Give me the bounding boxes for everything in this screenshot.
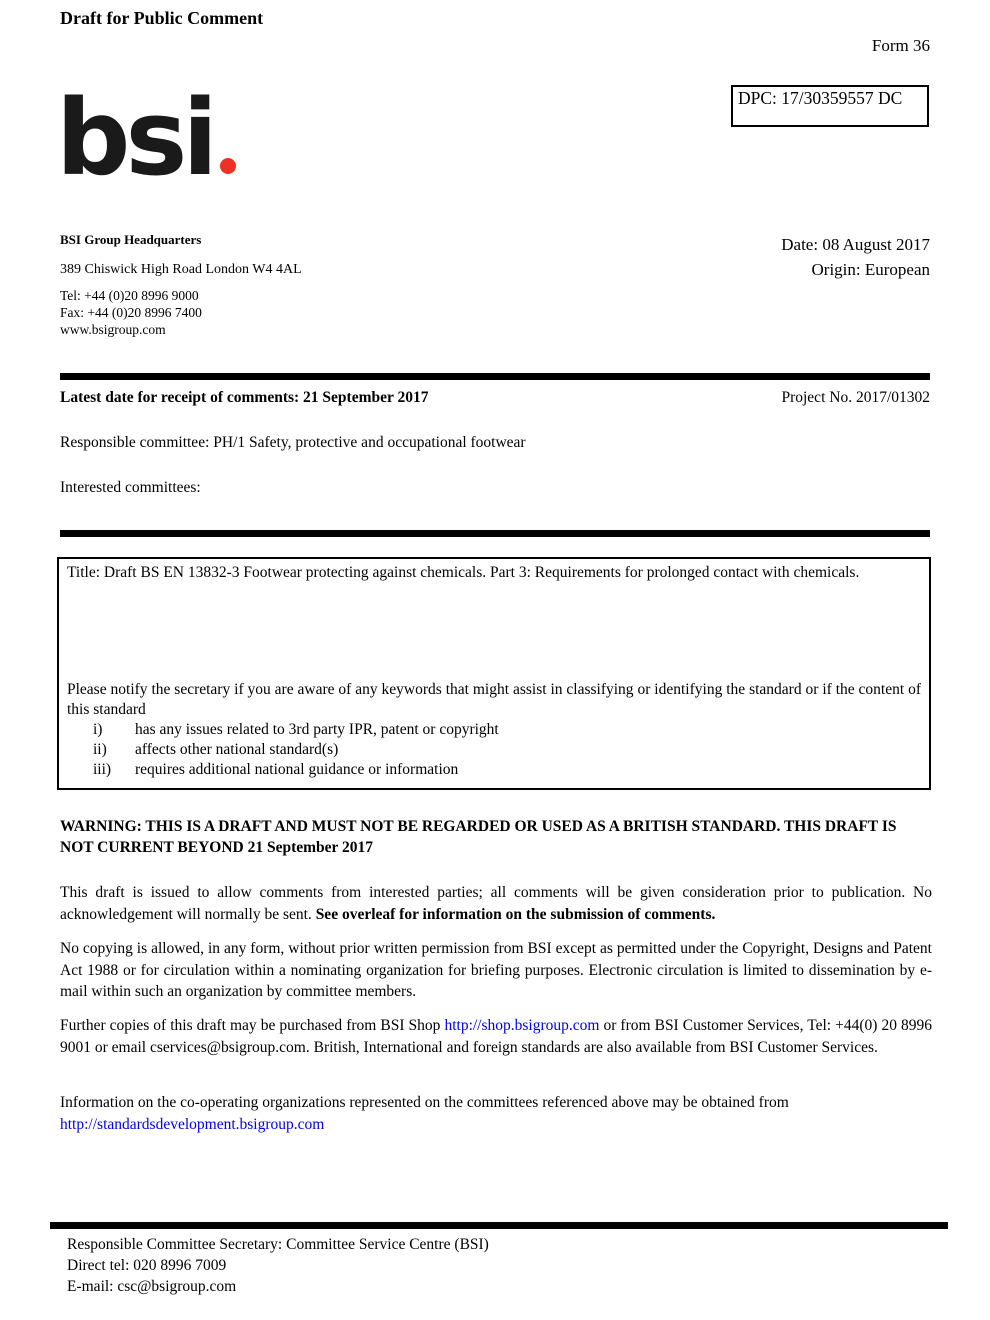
headquarters-title: BSI Group Headquarters [60,232,202,247]
form-number: Form 36 [871,36,930,55]
bsi-logo-dot-icon [220,158,236,174]
bsi-shop-link[interactable]: http://shop.bsigroup.com [444,1017,600,1034]
keyword-item-text: requires additional national guidance or information [135,761,459,778]
keyword-item [67,740,921,760]
latest-date-for-comments: Latest date for receipt of comments: 21 September 2017 [60,389,429,406]
horizontal-rule-middle [60,530,930,537]
horizontal-rule-top [60,373,930,380]
project-number: Project No. 2017/01302 [781,389,930,406]
keyword-item-marker: iii) [93,761,112,778]
responsible-committee: Responsible committee: PH/1 Safety, protective and occupational footwear [60,434,526,451]
headquarters-block [60,232,302,338]
keyword-item-text: has any issues related to 3rd party IPR, patent or copyright [135,721,499,738]
paragraph-no-copying: No copying is allowed, in any form, without prior written permission from BSI except as permitted under the Copyright, Designs and Patent Act 1988 or for circulation within a nominating organization for briefing purposes. Electronic circulation is limited to dissemination by e-mail within such an organization by committee members. [60,940,932,1000]
further-copies-text-1: Further copies of this draft may be purchased from BSI Shop [60,1017,445,1034]
headquarters-website: www.bsigroup.com [60,322,166,337]
bsi-logo-text: bsi [56,77,213,199]
keyword-item-marker: ii) [93,741,107,758]
cooperating-info-text: Information on the co-operating organizations represented on the committees referenced above may be obtained from [60,1094,789,1111]
further-copies-text-2: or from BSI Customer Services, Tel: +44(0) 20 8996 9001 or email cservices@bsigroup.com. British, International and foreign standards are also available from BSI Customer Services. [60,1017,933,1056]
comments-deadline-row [60,389,930,407]
keywords-notify-text: Please notify the secretary if you are aware of any keywords that might assist in classifying or identifying the standard or if the content of this standard [67,681,921,718]
horizontal-rule-bottom [50,1222,948,1229]
paragraph-cooperating-info [60,1092,932,1135]
see-overleaf-text: See overleaf for information on the submission of comments. [315,905,716,923]
draft-warning: WARNING: THIS IS A DRAFT AND MUST NOT BE REGARDED OR USED AS A BRITISH STANDARD. THIS DRAFT IS NOT CURRENT BEYOND 21 September 2017 [60,818,897,856]
title-box [57,557,931,790]
keyword-item [67,720,921,740]
keyword-item [67,760,921,780]
headquarters-address: 389 Chiswick High Road London W4 4AL [60,262,302,277]
keyword-item-text: affects other national standard(s) [135,741,339,758]
headquarters-fax: Fax: +44 (0)20 8996 7400 [60,305,202,320]
standard-title: Title: Draft BS EN 13832-3 Footwear protecting against chemicals. Part 3: Requirements for prolonged contact with chemicals. [67,564,860,581]
paragraph-further-copies [60,1015,932,1058]
document-origin: Origin: European [811,260,930,279]
footer-block [67,1234,489,1297]
dpc-number: DPC: 17/30359557 DC [738,88,903,108]
dpc-number-box [731,85,929,127]
committee-secretary: Responsible Committee Secretary: Committee Service Centre (BSI) [67,1236,489,1253]
paragraph-draft-issued [60,882,932,925]
document-date: Date: 08 August 2017 [781,235,930,254]
page-title: Draft for Public Comment [60,8,264,28]
draft-issued-text: This draft is issued to allow comments from interested parties; all comments will be given consideration prior to publication. No acknowledgement will normally be sent. [60,884,932,923]
interested-committees: Interested committees: [60,479,201,496]
headquarters-tel: Tel: +44 (0)20 8996 9000 [60,288,199,303]
keyword-item-marker: i) [93,721,103,738]
bsi-logo [56,77,236,199]
direct-tel: Direct tel: 020 8996 7009 [67,1257,227,1274]
date-origin-block [781,232,930,282]
secretary-email: E-mail: csc@bsigroup.com [67,1278,237,1295]
standards-development-link[interactable]: http://standardsdevelopment.bsigroup.com [60,1115,325,1133]
